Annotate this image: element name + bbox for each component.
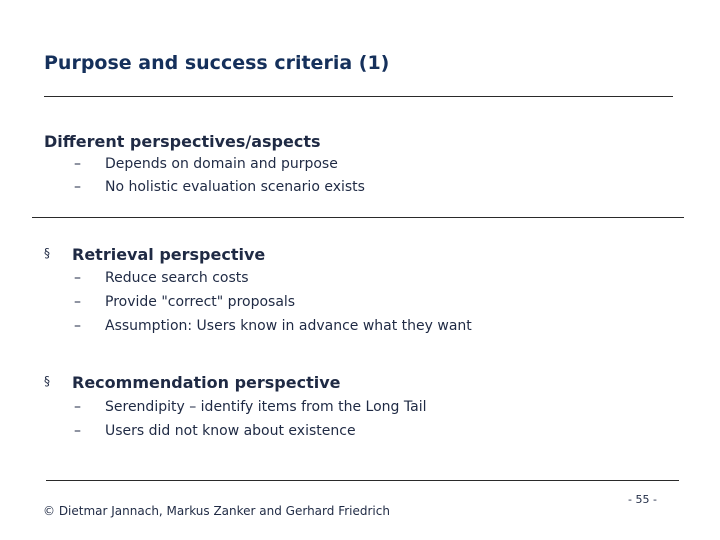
list-item: [0, 270, 600, 290]
square-bullet-icon: §: [44, 374, 50, 388]
title-divider: [44, 96, 673, 97]
slide-title: Purpose and success criteria (1): [44, 52, 390, 74]
section-divider: [32, 217, 684, 218]
list-item-text: No holistic evaluation scenario exists: [105, 179, 365, 195]
list-item-text: Depends on domain and purpose: [105, 156, 338, 172]
section-heading-perspectives: Different perspectives/aspects: [44, 132, 321, 151]
list-item: [0, 156, 600, 176]
page-number: - 55 -: [628, 493, 657, 506]
list-item: [0, 318, 600, 338]
list-item-text: Assumption: Users know in advance what they want: [105, 318, 472, 334]
list-item-text: Serendipity – identify items from the Long Tail: [105, 399, 427, 415]
dash-bullet: –: [74, 399, 81, 415]
section-heading-label: Retrieval perspective: [72, 245, 266, 264]
dash-bullet: –: [74, 179, 81, 195]
list-item-text: Provide "correct" proposals: [105, 294, 296, 310]
list-item: [0, 423, 600, 443]
list-item: [0, 179, 600, 199]
dash-bullet: –: [74, 423, 81, 439]
dash-bullet: –: [74, 294, 81, 310]
footer-copyright: © Dietmar Jannach, Markus Zanker and Gerhard Friedrich: [43, 504, 390, 518]
section-heading-label: Recommendation perspective: [72, 373, 341, 392]
list-item-text: Reduce search costs: [105, 270, 249, 286]
list-item-text: Users did not know about existence: [105, 423, 356, 439]
dash-bullet: –: [74, 156, 81, 172]
list-item: [0, 399, 600, 419]
dash-bullet: –: [74, 270, 81, 286]
square-bullet-icon: §: [44, 246, 50, 260]
list-item: [0, 294, 600, 314]
dash-bullet: –: [74, 318, 81, 334]
footer-divider: [46, 480, 679, 481]
